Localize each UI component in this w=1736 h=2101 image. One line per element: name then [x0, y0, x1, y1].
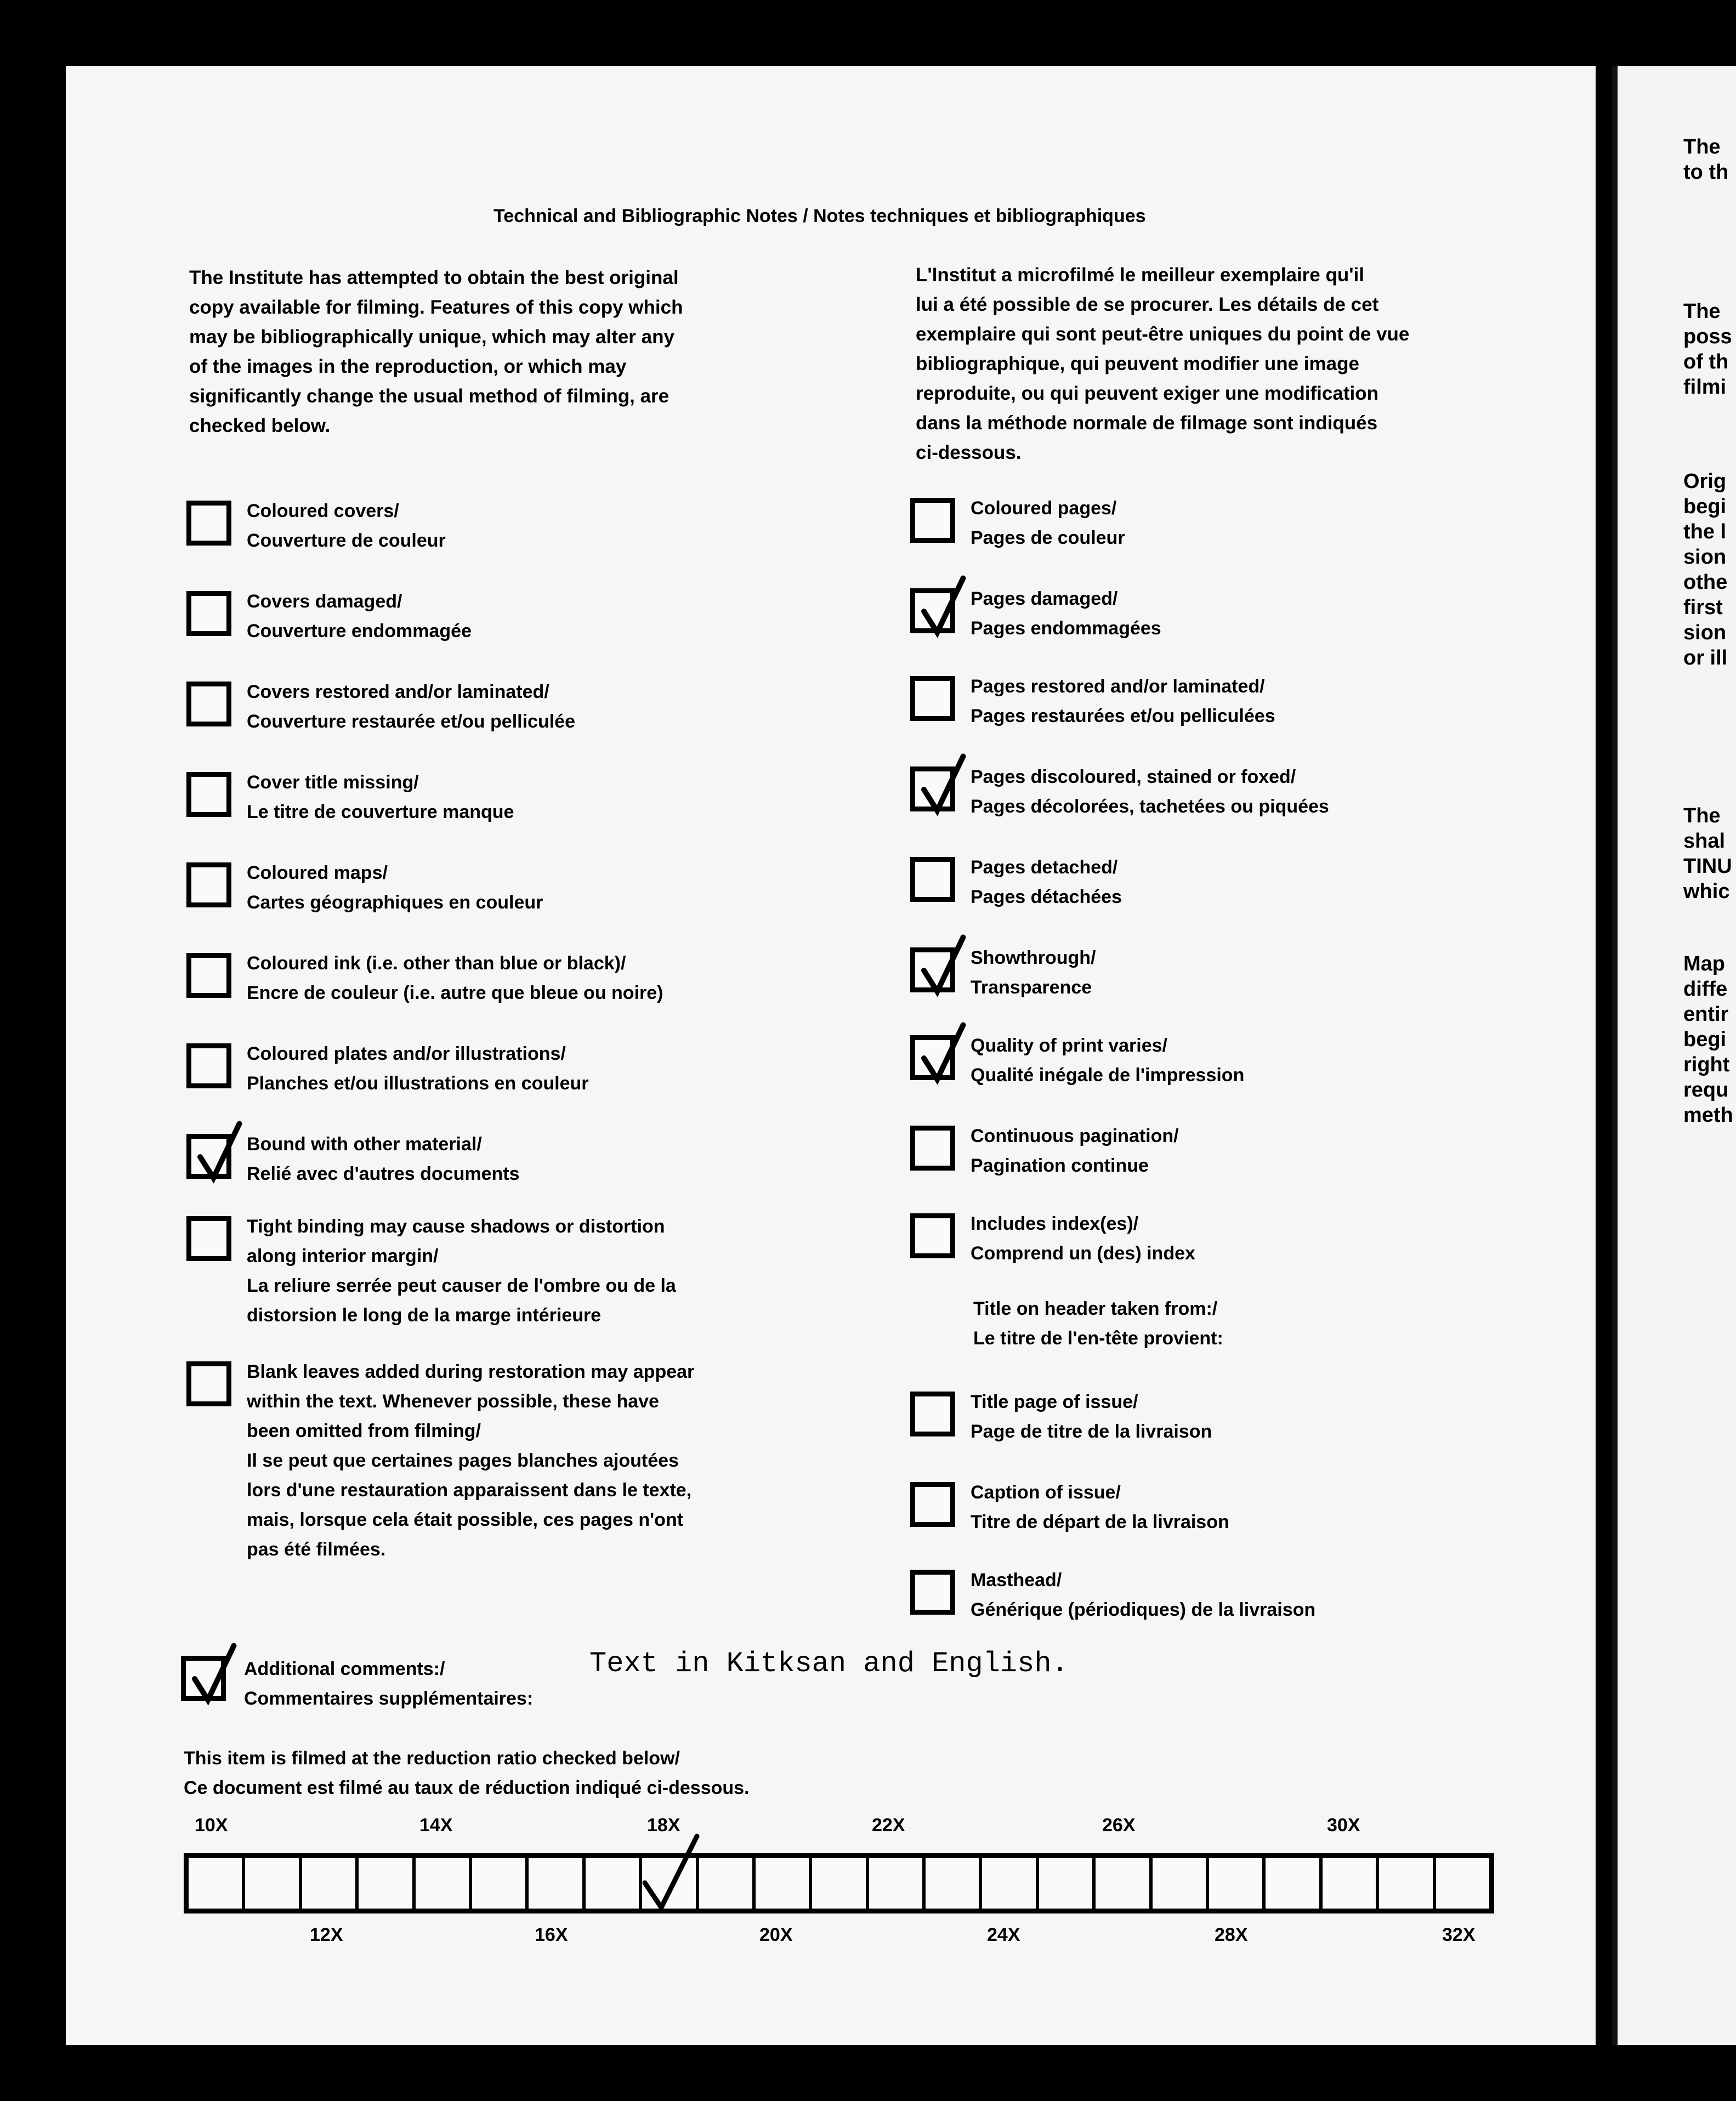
ratio-bottom-label: 16X	[535, 1924, 568, 1945]
right-item-label	[971, 853, 1122, 912]
left-item-checkbox[interactable]	[186, 1216, 231, 1261]
right-item-checkbox[interactable]	[910, 1126, 955, 1171]
left-item-checkbox[interactable]	[186, 501, 231, 546]
ratio-cell[interactable]	[756, 1858, 812, 1909]
right-item-label-line: Page de titre de la livraison	[971, 1421, 1212, 1442]
left-item-label	[247, 768, 514, 827]
adjacent-page-line: TINU	[1683, 855, 1732, 878]
right-item-checkbox[interactable]	[910, 1035, 955, 1080]
ratio-cell[interactable]	[699, 1858, 756, 1909]
ratio-cell[interactable]	[1266, 1858, 1322, 1909]
right-item-checkbox[interactable]	[910, 1570, 955, 1615]
ratio-bottom-label: 20X	[759, 1924, 793, 1945]
check-mark-icon	[188, 1127, 248, 1187]
page-title: Technical and Bibliographic Notes / Notes techniques et bibliographiques	[493, 206, 1146, 226]
ratio-cell[interactable]	[1436, 1858, 1489, 1909]
right-item-label-line: Comprend un (des) index	[971, 1243, 1195, 1264]
adjacent-page-paragraph	[1683, 951, 1733, 1128]
reduction-note	[184, 1744, 750, 1803]
adjacent-page-line: sion	[1683, 546, 1727, 569]
adjacent-page-line: meth	[1683, 1104, 1733, 1127]
right-item-label	[971, 943, 1096, 1002]
left-item-label-line: along interior margin/	[247, 1246, 439, 1267]
ratio-cell[interactable]	[982, 1858, 1039, 1909]
adjacent-page-line: Map	[1683, 952, 1725, 975]
right-item-label-line: Includes index(es)/	[971, 1213, 1139, 1234]
ratio-top-label: 18X	[647, 1815, 680, 1836]
right-item-checkbox[interactable]	[910, 1392, 955, 1436]
adjacent-page-line: whic	[1683, 880, 1730, 903]
intro-en-line: copy available for filming. Features of this copy which	[189, 297, 683, 318]
right-item-label-line: Masthead/	[971, 1570, 1062, 1591]
left-item-label	[247, 677, 575, 736]
adjacent-page-paragraph	[1683, 803, 1732, 904]
left-item-label-line: Couverture endommagée	[247, 621, 472, 641]
right-item-label-line: Pages detached/	[971, 857, 1118, 878]
right-item-label-line: Pages restaurées et/ou pelliculées	[971, 706, 1275, 726]
ratio-top-label: 14X	[419, 1815, 453, 1836]
check-mark-icon	[912, 1028, 972, 1088]
adjacent-page-line: Orig	[1683, 470, 1727, 493]
left-item-label-line: distorsion le long de la marge intérieure	[247, 1305, 602, 1326]
ratio-cell[interactable]	[189, 1858, 245, 1909]
intro-english	[189, 263, 683, 441]
adjacent-page-line: to th	[1683, 161, 1729, 184]
right-item-label-line: Coloured pages/	[971, 498, 1117, 519]
adjacent-page-line: begi	[1683, 495, 1727, 518]
ratio-cell[interactable]	[245, 1858, 302, 1909]
left-item-label	[247, 587, 472, 646]
left-item-checkbox[interactable]	[186, 953, 231, 998]
right-item-label-line: Pages damaged/	[971, 588, 1118, 609]
right-item-label	[971, 1209, 1195, 1268]
adjacent-page-line: begi	[1683, 1028, 1727, 1051]
left-item-label-line: Encre de couleur (i.e. autre que bleue ou noire)	[247, 983, 663, 1003]
header-note-fr: Le titre de l'en-tête provient:	[973, 1328, 1223, 1349]
right-item-checkbox[interactable]	[910, 498, 955, 543]
additional-comments-label	[244, 1654, 533, 1713]
ratio-cell[interactable]	[416, 1858, 472, 1909]
right-item-checkbox[interactable]	[910, 1213, 955, 1258]
right-item-label-line: Continuous pagination/	[971, 1126, 1179, 1146]
left-item-label	[247, 949, 663, 1008]
intro-en-line: significantly change the usual method of filming, are	[189, 385, 670, 407]
ratio-bottom-label: 12X	[310, 1924, 343, 1945]
left-item-label-line: Cartes géographiques en couleur	[247, 892, 543, 913]
ratio-cell[interactable]	[302, 1858, 359, 1909]
ratio-top-label: 22X	[872, 1815, 905, 1836]
adjacent-page-line: The	[1683, 135, 1721, 158]
right-item-checkbox[interactable]	[910, 1482, 955, 1527]
ratio-cell[interactable]	[1209, 1858, 1266, 1909]
ratio-cell[interactable]	[869, 1858, 926, 1909]
left-item-label-line: mais, lorsque cela était possible, ces pages n'ont	[247, 1509, 684, 1530]
left-item-label-line: Couverture de couleur	[247, 530, 446, 551]
left-item-checkbox[interactable]	[186, 772, 231, 817]
left-item-checkbox[interactable]	[186, 1043, 231, 1088]
right-item-label-line: Pages décolorées, tachetées ou piquées	[971, 796, 1329, 817]
check-mark-icon	[637, 1825, 702, 1913]
intro-en-line: may be bibliographically unique, which may alter any	[189, 326, 674, 348]
right-item-label-line: Transparence	[971, 977, 1092, 998]
left-item-label-line: pas été filmées.	[247, 1539, 386, 1560]
adjacent-page-line: shal	[1683, 830, 1726, 853]
right-item-label-line: Pages discoloured, stained or foxed/	[971, 766, 1296, 787]
adjacent-page-line: poss	[1683, 325, 1732, 348]
check-mark-icon	[912, 940, 972, 1001]
right-item-label-line: Pages détachées	[971, 887, 1122, 907]
right-item-label-line: Générique (périodiques) de la livraison	[971, 1599, 1316, 1620]
left-item-label-line: Couverture restaurée et/ou pelliculée	[247, 711, 575, 732]
right-item-checkbox[interactable]	[910, 947, 955, 992]
ratio-bottom-label: 28X	[1215, 1924, 1248, 1945]
ratio-cell[interactable]	[529, 1858, 585, 1909]
intro-en-line: The Institute has attempted to obtain the best original	[189, 267, 679, 288]
additional-comment-text: Text in Kitksan and English.	[589, 1648, 1069, 1680]
intro-en-line: of the images in the reproduction, or which may	[189, 356, 627, 377]
left-item-label-line: Le titre de couverture manque	[247, 802, 514, 822]
left-item-label	[247, 1357, 694, 1564]
left-item-checkbox[interactable]	[186, 682, 231, 726]
left-item-label-line: La reliure serrée peut causer de l'ombre ou de la	[247, 1275, 676, 1296]
right-item-label-line: Qualité inégale de l'impression	[971, 1065, 1245, 1086]
left-item-label	[247, 496, 446, 555]
adjacent-page-line: filmi	[1683, 376, 1727, 399]
adjacent-page-paragraph	[1683, 134, 1728, 185]
ratio-cell[interactable]	[472, 1858, 529, 1909]
adjacent-page-line: the l	[1683, 520, 1727, 543]
check-mark-icon	[912, 759, 972, 820]
left-item-label-line: Covers damaged/	[247, 591, 402, 612]
left-item-label-line: Relié avec d'autres documents	[247, 1163, 520, 1184]
right-item-label	[971, 493, 1125, 553]
intro-fr-line: bibliographique, qui peuvent modifier une image	[916, 353, 1359, 374]
left-item-checkbox[interactable]	[186, 1361, 231, 1406]
additional-comments-en: Additional comments:/	[244, 1659, 445, 1679]
right-item-label	[971, 762, 1329, 821]
left-item-label-line: Bound with other material/	[247, 1134, 482, 1155]
left-item-label-line: Coloured covers/	[247, 501, 399, 521]
left-item-checkbox[interactable]	[186, 1134, 231, 1179]
ratio-cell[interactable]	[1323, 1858, 1379, 1909]
adjacent-page-line: of th	[1683, 350, 1729, 373]
left-item-checkbox[interactable]	[186, 591, 231, 636]
left-item-label-line: Blank leaves added during restoration may appear	[247, 1361, 695, 1382]
check-mark-icon	[912, 581, 972, 641]
ratio-top-label: 10X	[195, 1815, 228, 1836]
adjacent-page-line: The	[1683, 804, 1721, 827]
intro-fr-line: L'Institut a microfilmé le meilleur exemplaire qu'il	[916, 264, 1364, 286]
left-item-label	[247, 1039, 588, 1098]
ratio-cell[interactable]	[1153, 1858, 1209, 1909]
right-item-label	[971, 1387, 1212, 1446]
left-item-label-line: Covers restored and/or laminated/	[247, 682, 549, 702]
left-item-label-line: been omitted from filming/	[247, 1421, 481, 1441]
ratio-cell[interactable]	[1379, 1858, 1436, 1909]
right-item-label-line: Showthrough/	[971, 947, 1096, 968]
right-item-label-line: Pages restored and/or laminated/	[971, 676, 1265, 697]
additional-comments-fr: Commentaires supplémentaires:	[244, 1688, 534, 1709]
adjacent-page-line: or ill	[1683, 646, 1728, 669]
right-item-checkbox[interactable]	[910, 766, 955, 811]
right-item-label	[971, 672, 1275, 731]
intro-fr-line: dans la méthode normale de filmage sont indiqués	[916, 412, 1378, 434]
intro-fr-line: exemplaire qui sont peut-être uniques du point de vue	[916, 323, 1410, 345]
ratio-cell[interactable]	[812, 1858, 869, 1909]
left-item-label	[247, 858, 543, 917]
ratio-top-label: 30X	[1327, 1815, 1360, 1836]
ratio-top-label: 26X	[1102, 1815, 1136, 1836]
ratio-bottom-label: 32X	[1442, 1924, 1476, 1945]
intro-fr-line: reproduite, ou qui peuvent exiger une modification	[916, 383, 1378, 404]
ratio-cell[interactable]	[359, 1858, 415, 1909]
reduction-note-fr: Ce document est filmé au taux de réduction indiqué ci-dessous.	[184, 1778, 750, 1798]
left-item-label-line: Il se peut que certaines pages blanches ajoutées	[247, 1450, 679, 1471]
additional-comments-checkbox[interactable]	[181, 1656, 226, 1701]
adjacent-page-line: diffe	[1683, 978, 1728, 1001]
right-item-label-line: Quality of print varies/	[971, 1035, 1167, 1056]
left-item-label-line: Cover title missing/	[247, 772, 419, 793]
adjacent-page-line: sion	[1683, 621, 1727, 644]
right-item-label	[971, 584, 1161, 643]
adjacent-page-line: first	[1683, 596, 1723, 619]
adjacent-page-paragraph	[1683, 299, 1732, 400]
right-item-checkbox[interactable]	[910, 676, 955, 721]
intro-en-line: checked below.	[189, 415, 331, 436]
right-item-label	[971, 1121, 1179, 1180]
left-item-label-line: lors d'une restauration apparaissent dans le texte,	[247, 1480, 692, 1501]
check-mark-icon	[183, 1649, 243, 1709]
left-item-label	[247, 1129, 520, 1189]
reduction-note-en: This item is filmed at the reduction ratio checked below/	[184, 1748, 680, 1769]
ratio-bottom-label: 24X	[987, 1924, 1020, 1945]
reduction-ratio-scale	[184, 1853, 1494, 1913]
left-item-checkbox[interactable]	[186, 862, 231, 907]
left-item-label-line: Coloured plates and/or illustrations/	[247, 1043, 566, 1064]
right-item-label-line: Pages de couleur	[971, 527, 1125, 548]
adjacent-page-line: requ	[1683, 1078, 1729, 1101]
right-item-label	[971, 1031, 1244, 1090]
ratio-cell[interactable]	[926, 1858, 982, 1909]
right-item-label-line: Titre de départ de la livraison	[971, 1512, 1229, 1532]
intro-french	[916, 260, 1409, 468]
adjacent-page-line: entir	[1683, 1003, 1729, 1026]
ratio-cell[interactable]	[1039, 1858, 1096, 1909]
intro-fr-line: lui a été possible de se procurer. Les détails de cet	[916, 294, 1379, 315]
ratio-cell[interactable]	[1096, 1858, 1152, 1909]
left-item-label	[247, 1212, 676, 1330]
right-item-label	[971, 1565, 1315, 1625]
right-item-checkbox[interactable]	[910, 857, 955, 902]
header-note-en: Title on header taken from:/	[973, 1298, 1218, 1319]
left-item-label-line: Coloured ink (i.e. other than blue or black)/	[247, 953, 626, 974]
adjacent-page-line: right	[1683, 1053, 1730, 1076]
adjacent-page-line: othe	[1683, 571, 1728, 594]
right-item-label	[971, 1478, 1229, 1537]
left-item-label-line: Coloured maps/	[247, 862, 388, 883]
adjacent-page-paragraph	[1683, 469, 1727, 671]
right-item-label-line: Pages endommagées	[971, 618, 1161, 639]
left-item-label-line: Planches et/ou illustrations en couleur	[247, 1073, 589, 1094]
left-item-label-line: Tight binding may cause shadows or distortion	[247, 1216, 665, 1237]
right-item-checkbox[interactable]	[910, 588, 955, 633]
right-item-label-line: Title page of issue/	[971, 1392, 1138, 1412]
header-note	[973, 1294, 1223, 1353]
right-item-label-line: Pagination continue	[971, 1155, 1149, 1176]
right-item-label-line: Caption of issue/	[971, 1482, 1121, 1503]
left-item-label-line: within the text. Whenever possible, these have	[247, 1391, 659, 1412]
adjacent-page-line: The	[1683, 300, 1721, 323]
ratio-cell[interactable]	[642, 1858, 699, 1909]
intro-fr-line: ci-dessous.	[916, 442, 1022, 463]
ratio-cell[interactable]	[586, 1858, 642, 1909]
